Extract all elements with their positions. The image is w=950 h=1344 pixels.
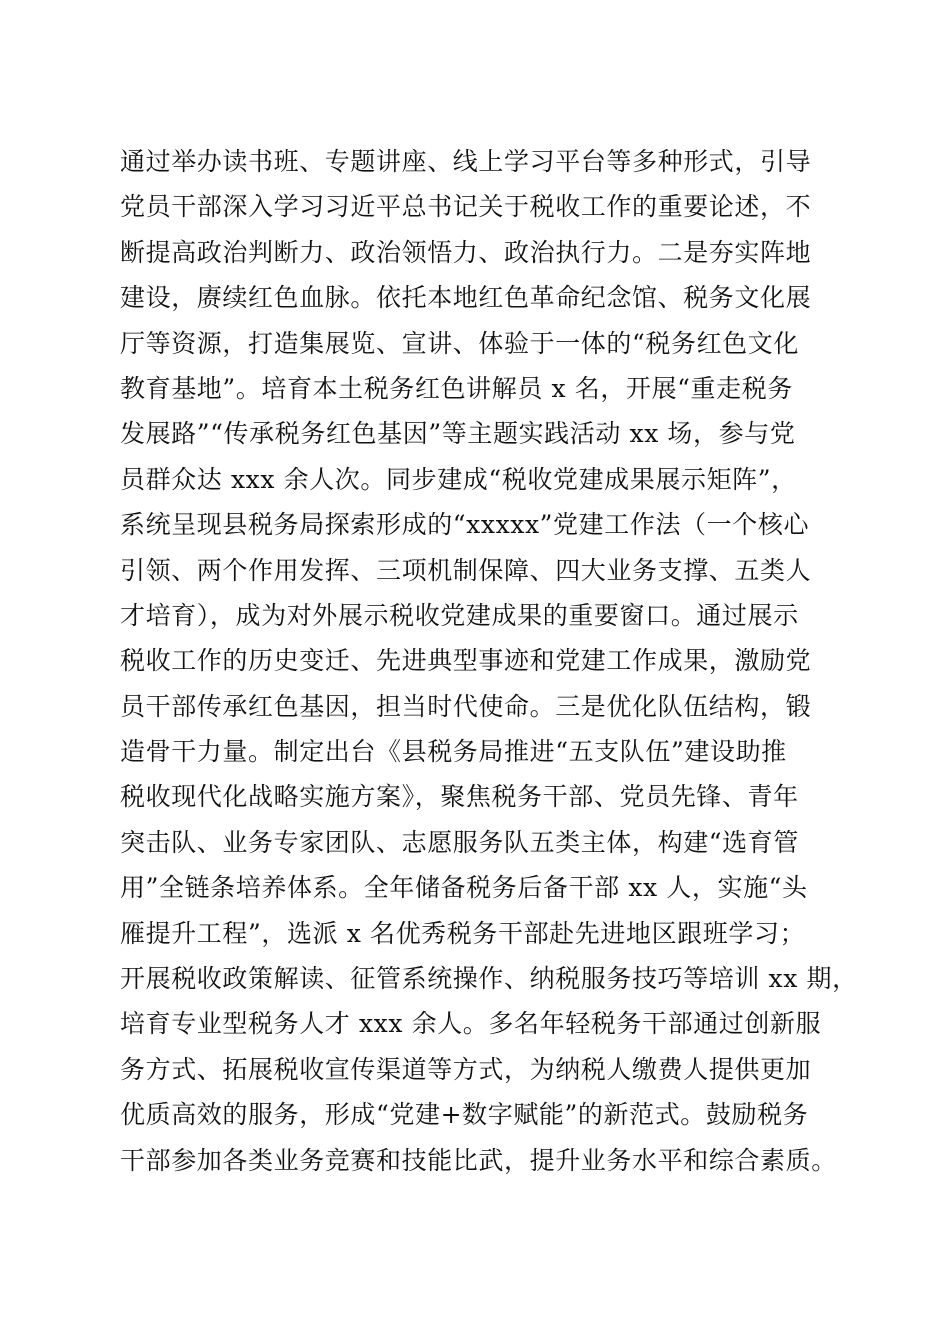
text-line-9: 系统呈现县税务局探索形成的“xxxxx”党建工作法（一个核心 (120, 510, 810, 540)
text-line-16: 突击队、业务专家团队、志愿服务队五类主体，构建“选育管 (120, 827, 799, 857)
text-line-5: 厅等资源，打造集展览、宣讲、体验于一体的“税务红色文化 (120, 328, 799, 358)
text-line-20: 培育专业型税务人才 xxx 余人。多名年轻税务干部通过创新服 (120, 1009, 822, 1039)
text-line-8: 员群众达 xxx 余人次。同步建成“税收党建成果展示矩阵”， (120, 464, 797, 494)
text-line-12: 税收工作的历史变迁、先进典型事迹和党建工作成果，激励党 (120, 646, 812, 676)
text-line-11: 才培育），成为对外展示税收党建成果的重要窗口。通过展示 (120, 600, 799, 630)
text-line-6: 教育基地”。培育本土税务红色讲解员 x 名，开展“重走税务 (120, 373, 793, 403)
text-line-10: 引领、两个作用发挥、三项机制保障、四大业务支撑、五类人 (120, 555, 812, 585)
text-line-18: 雁提升工程”，选派 x 名优秀税务干部赴先进地区跟班学习； (120, 918, 806, 948)
text-line-2: 党员干部深入学习习近平总书记关于税收工作的重要论述，不 (120, 192, 812, 222)
text-line-23: 干部参加各类业务竞赛和技能比武，提升业务水平和综合素质。 (120, 1145, 837, 1175)
text-line-17: 用”全链条培养体系。全年储备税务后备干部 xx 人，实施“头 (120, 873, 808, 903)
body-paragraph (120, 139, 858, 1183)
text-line-21: 务方式、拓展税收宣传渠道等方式，为纳税人缴费人提供更加 (120, 1054, 812, 1084)
text-line-4: 建设，赓续红色血脉。依托本地红色革命纪念馆、税务文化展 (120, 283, 812, 313)
text-line-14: 造骨干力量。制定出台《县税务局推进“五支队伍”建设助推 (120, 737, 787, 767)
text-line-15: 税收现代化战略实施方案》，聚焦税务干部、党员先锋、青年 (120, 782, 799, 812)
text-line-19: 开展税收政策解读、征管系统操作、纳税服务技巧等培训 xx 期， (120, 964, 858, 994)
text-line-3: 断提高政治判断力、政治领悟力、政治执行力。二是夯实阵地 (120, 237, 812, 267)
text-line-22: 优质高效的服务，形成“党建+数字赋能”的新范式。鼓励税务 (120, 1100, 809, 1130)
text-line-1: 通过举办读书班、专题讲座、线上学习平台等多种形式，引导 (120, 147, 812, 176)
text-line-13: 员干部传承红色基因，担当时代使命。三是优化队伍结构，锻 (120, 691, 812, 721)
text-line-7: 发展路”“传承税务红色基因”等主题实践活动 xx 场，参与党 (120, 419, 796, 449)
